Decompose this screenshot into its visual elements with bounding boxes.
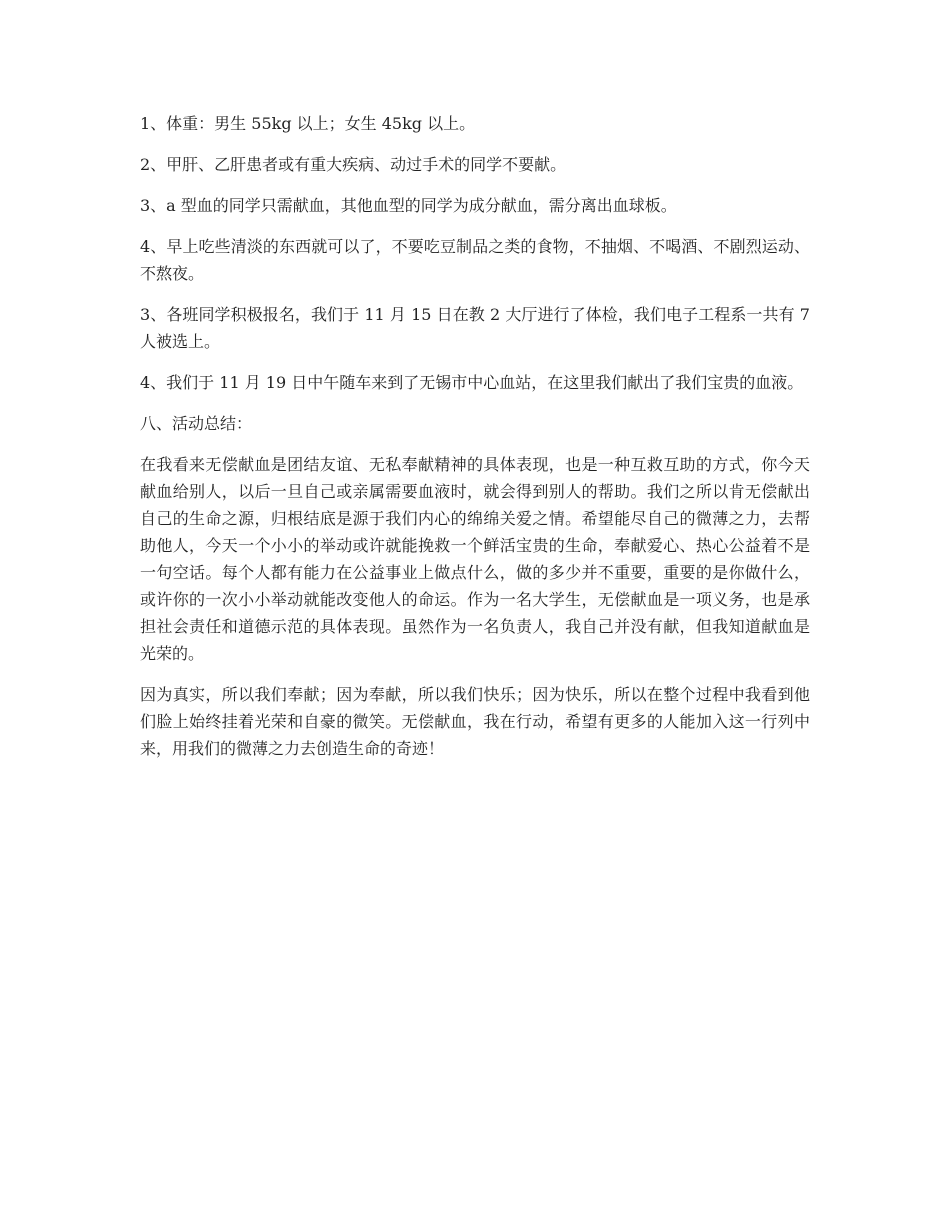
summary-paragraph: 在我看来无偿献血是团结友谊、无私奉献精神的具体表现，也是一种互救互助的方式，你今天献血给别人，以后一旦自己或亲属需要血液时，就会得到别人的帮助。我们之所以肯无偿献出自己的生命之源，归根结底是源于我们内心的绵绵关爱之情。希望能尽自己的微薄之力，去帮助他人，今天一个小小的举动或许就能挽救一个鲜活宝贵的生命，奉献爱心、热心公益着不是一句空话。每个人都有能力在公益事业上做点什么，做的多少并不重要，重要的是你做什么，或许你的一次小小举动就能改变他人的命运。作为一名大学生，无偿献血是一项义务，也是承担社会责任和道德示范的具体表现。虽然作为一名负责人，我自己并没有献，但我知道献血是光荣的。 [140,455,810,663]
requirement-blood-type: 3、a 型血的同学只需献血，其他血型的同学为成分献血，需分离出血球板。 [140,196,677,215]
activity-registration: 3、各班同学积极报名，我们于 11 月 15 日在教 2 大厅进行了体检，我们电子工程系一共有 7 人被选上。 [140,305,810,351]
requirement-health: 2、甲肝、乙肝患者或有重大疾病、动过手术的同学不要献。 [140,155,567,174]
closing-paragraph: 因为真实，所以我们奉献；因为奉献，所以我们快乐；因为快乐，所以在整个过程中我看到他们脸上始终挂着光荣和自豪的微笑。无偿献血，我在行动，希望有更多的人能加入这一行列中来，用我们的微薄之力去创造生命的奇迹！ [140,685,810,758]
activity-donation: 4、我们于 11 月 19 日中午随车来到了无锡市中心血站，在这里我们献出了我们宝贵的血液。 [140,373,804,392]
requirement-weight: 1、体重：男生 55kg 以上；女生 45kg 以上。 [140,114,476,133]
document-body [140,110,810,776]
section-heading-summary: 八、活动总结： [140,414,253,433]
requirement-diet: 4、早上吃些清淡的东西就可以了，不要吃豆制品之类的食物，不抽烟、不喝酒、不剧烈运动、不熬夜。 [140,237,810,283]
